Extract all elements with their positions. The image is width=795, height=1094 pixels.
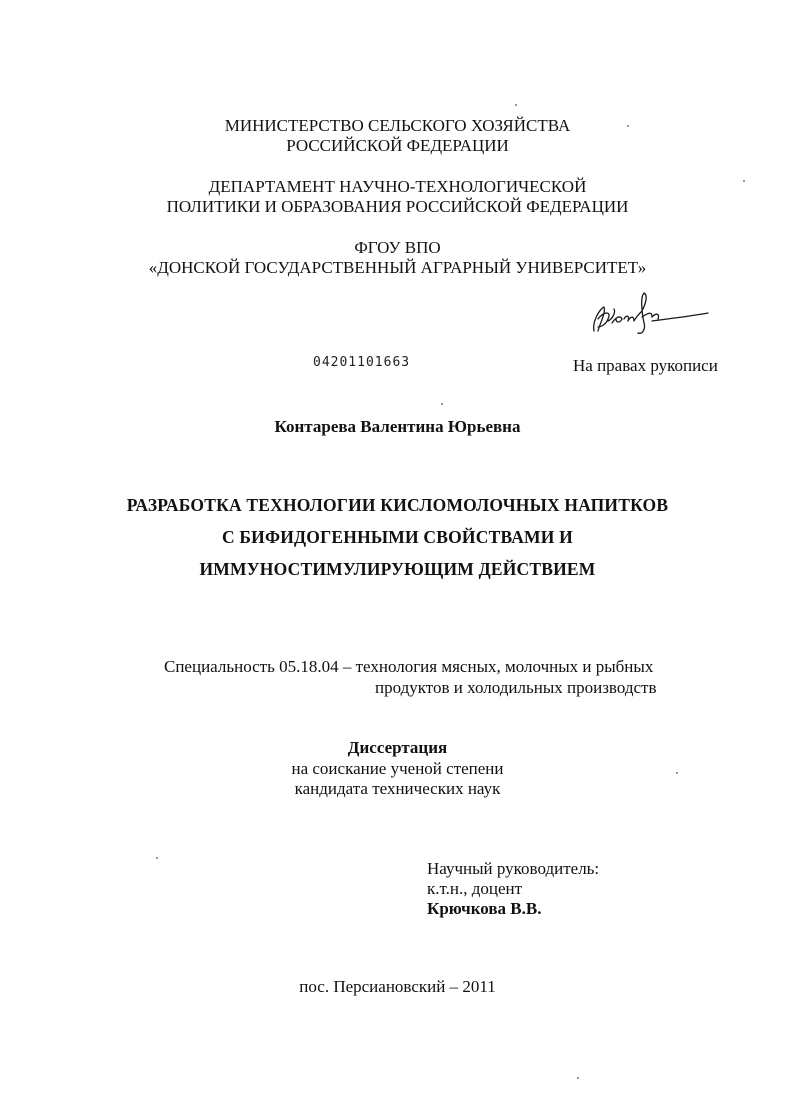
scan-speck (156, 857, 158, 859)
handwritten-signature (586, 283, 716, 343)
title-line-3: ИММУНОСТИМУЛИРУЮЩИМ ДЕЙСТВИЕМ (199, 559, 596, 579)
dissertation-line-2: кандидата технических наук (294, 779, 501, 798)
scan-speck (676, 772, 678, 774)
dissertation-heading: Диссертация (347, 738, 448, 757)
supervisor-name: Крючкова В.В. (427, 899, 542, 918)
rights-note: На правах рукописи (573, 356, 718, 375)
department-line-2: ПОЛИТИКИ И ОБРАЗОВАНИЯ РОССИЙСКОЙ ФЕДЕРАЦИИ (166, 197, 629, 216)
ministry-line-1: МИНИСТЕРСТВО СЕЛЬСКОГО ХОЗЯЙСТВА (224, 116, 571, 135)
scan-speck (577, 1077, 579, 1079)
place-year: пос. Персиановский – 2011 (299, 977, 496, 996)
scan-speck (743, 180, 745, 182)
specialty-line-1: Специальность 05.18.04 – технология мясных, молочных и рыбных (164, 657, 654, 676)
university-line-2: «ДОНСКОЙ ГОСУДАРСТВЕННЫЙ АГРАРНЫЙ УНИВЕРСИТЕТ» (148, 258, 647, 277)
scan-speck (441, 403, 443, 405)
stamp-number: 04201101663 (313, 355, 411, 370)
scan-speck (515, 104, 517, 106)
author-name: Контарева Валентина Юрьевна (274, 417, 521, 436)
ministry-line-2: РОССИЙСКОЙ ФЕДЕРАЦИИ (286, 136, 509, 155)
dissertation-line-1: на соискание ученой степени (291, 759, 504, 778)
title-line-2: С БИФИДОГЕННЫМИ СВОЙСТВАМИ И (222, 527, 573, 547)
university-line-1: ФГОУ ВПО (354, 238, 441, 257)
supervisor-label: Научный руководитель: (427, 859, 600, 878)
department-line-1: ДЕПАРТАМЕНТ НАУЧНО-ТЕХНОЛОГИЧЕСКОЙ (208, 177, 587, 196)
specialty-line-2: продуктов и холодильных производств (375, 678, 657, 697)
scan-speck (627, 125, 629, 127)
supervisor-degree: к.т.н., доцент (427, 879, 523, 898)
title-line-1: РАЗРАБОТКА ТЕХНОЛОГИИ КИСЛОМОЛОЧНЫХ НАПИТКОВ (126, 495, 669, 515)
